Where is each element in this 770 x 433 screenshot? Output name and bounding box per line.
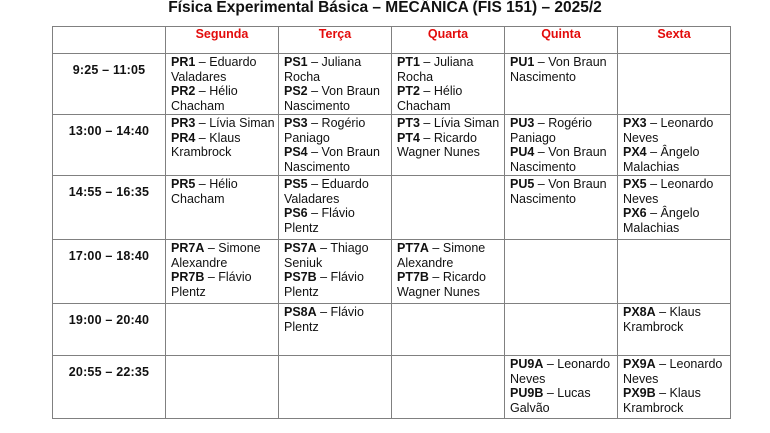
corner-cell	[53, 27, 166, 54]
schedule-row	[53, 240, 731, 304]
schedule-entry	[284, 145, 388, 174]
schedule-cell	[279, 356, 392, 419]
schedule-cell	[166, 54, 279, 115]
schedule-row	[53, 176, 731, 240]
course-code: PU9B	[510, 386, 544, 400]
schedule-entry	[171, 177, 275, 206]
schedule-entry	[397, 131, 501, 160]
schedule-cell	[166, 240, 279, 304]
schedule-table-header	[53, 27, 731, 54]
schedule-cell	[392, 304, 505, 356]
course-code: PR5	[171, 177, 196, 191]
schedule-entry	[510, 145, 614, 174]
course-code: PR3	[171, 116, 196, 130]
schedule-cell	[279, 240, 392, 304]
schedule-entry	[397, 116, 501, 131]
schedule-entry	[284, 177, 388, 206]
schedule-cell	[166, 304, 279, 356]
course-code: PR7B	[171, 270, 205, 284]
instructor-name: – Rogério Paniago	[510, 116, 593, 145]
instructor-name: – Hélio Chacham	[397, 84, 463, 113]
schedule-cell	[618, 176, 731, 240]
schedule-entry	[510, 357, 614, 386]
schedule-entry	[284, 116, 388, 145]
instructor-name: – Hélio Chacham	[171, 177, 238, 206]
schedule-entry	[623, 386, 727, 415]
instructor-name: – Lívia Siman	[419, 116, 500, 130]
instructor-name: – Leonardo Neves	[623, 357, 723, 386]
course-code: PX8A	[623, 305, 656, 319]
course-code: PU4	[510, 145, 535, 159]
schedule-entry	[510, 177, 614, 206]
schedule-cell	[392, 115, 505, 176]
course-code: PS1	[284, 55, 308, 69]
instructor-name: – Von Braun Nascimento	[284, 84, 380, 113]
instructor-name: – Juliana Rocha	[284, 55, 362, 84]
course-code: PS8A	[284, 305, 317, 319]
schedule-cell	[279, 304, 392, 356]
schedule-cell	[505, 176, 618, 240]
schedule-entry	[171, 116, 275, 131]
course-code: PR7A	[171, 241, 205, 255]
schedule-cell	[166, 115, 279, 176]
schedule-cell	[618, 54, 731, 115]
schedule-cell	[392, 356, 505, 419]
course-code: PS7B	[284, 270, 317, 284]
instructor-name: – Eduardo Valadares	[171, 55, 257, 84]
schedule-entry	[510, 386, 614, 415]
instructor-name: – Hélio Chacham	[171, 84, 238, 113]
schedule-cell	[166, 356, 279, 419]
schedule-cell	[392, 54, 505, 115]
schedule-entry	[284, 241, 388, 270]
course-code: PS2	[284, 84, 308, 98]
course-code: PS4	[284, 145, 308, 159]
course-code: PX3	[623, 116, 647, 130]
course-code: PT7B	[397, 270, 429, 284]
schedule-entry	[397, 55, 501, 84]
instructor-name: – Von Braun Nascimento	[510, 55, 607, 84]
course-code: PR2	[171, 84, 196, 98]
instructor-name: – Lívia Siman	[195, 116, 275, 130]
course-code: PS7A	[284, 241, 317, 255]
schedule-cell	[618, 356, 731, 419]
schedule-entry	[623, 305, 727, 334]
course-code: PR4	[171, 130, 196, 145]
day-header-quarta: Quarta	[392, 27, 505, 54]
schedule-cell	[505, 240, 618, 304]
schedule-row	[53, 356, 731, 419]
instructor-name: – Flávio Plentz	[284, 305, 364, 334]
instructor-name: – Thiago Seniuk	[284, 241, 369, 270]
schedule-row	[53, 54, 731, 115]
instructor-name: – Klaus Krambrock	[623, 305, 701, 334]
schedule-cell	[505, 304, 618, 356]
schedule-cell	[166, 176, 279, 240]
schedule-row	[53, 115, 731, 176]
instructor-name: – Eduardo Valadares	[284, 177, 369, 206]
schedule-entry	[284, 305, 388, 334]
schedule-cell	[392, 240, 505, 304]
header-row	[53, 27, 731, 54]
course-code: PS3	[284, 116, 308, 130]
course-code: PT4	[397, 130, 420, 145]
schedule-entry	[171, 241, 275, 270]
course-code: PS6	[284, 206, 308, 220]
schedule-entry	[623, 145, 727, 174]
instructor-name: – Rogério Paniago	[284, 116, 366, 145]
schedule-entry	[284, 55, 388, 84]
course-code: PT1	[397, 55, 420, 69]
course-code: PX9B	[623, 386, 656, 400]
instructor-name: – Lucas Galvão	[510, 386, 591, 415]
instructor-name: – Ângelo Malachias	[623, 206, 700, 235]
schedule-row	[53, 304, 731, 356]
course-code: PU3	[510, 116, 535, 130]
schedule-table	[52, 26, 731, 419]
schedule-entry	[623, 206, 727, 235]
instructor-name: – Flávio Plentz	[171, 270, 252, 299]
schedule-cell	[505, 54, 618, 115]
instructor-name: – Leonardo Neves	[623, 177, 714, 206]
course-code: PU5	[510, 177, 535, 191]
course-code: PX5	[623, 177, 647, 191]
time-slot: 17:00 – 18:40	[53, 240, 166, 304]
instructor-name: – Leonardo Neves	[623, 116, 714, 145]
schedule-entry	[623, 357, 727, 386]
schedule-cell	[279, 176, 392, 240]
instructor-name: – Simone Alexandre	[397, 241, 486, 270]
instructor-name: – Simone Alexandre	[171, 241, 261, 270]
day-header-quinta: Quinta	[505, 27, 618, 54]
instructor-name: – Leonardo Neves	[510, 357, 611, 386]
instructor-name: – Ricardo Wagner Nunes	[397, 270, 486, 299]
time-slot: 13:00 – 14:40	[53, 115, 166, 176]
day-header-terça: Terça	[279, 27, 392, 54]
course-code: PX6	[623, 206, 647, 220]
course-code: PT7A	[397, 241, 429, 255]
schedule-cell	[505, 115, 618, 176]
course-code: PR1	[171, 55, 196, 69]
schedule-entry	[171, 131, 275, 160]
instructor-name: – Ângelo Malachias	[623, 145, 700, 174]
instructor-name: – Von Braun Nascimento	[284, 145, 380, 174]
schedule-entry	[397, 84, 501, 113]
course-code: PT2	[397, 84, 420, 98]
time-slot: 9:25 – 11:05	[53, 54, 166, 115]
instructor-name: – Flávio Plentz	[284, 206, 355, 235]
schedule-entry	[510, 55, 614, 84]
schedule-entry	[623, 116, 727, 145]
instructor-name: – Von Braun Nascimento	[510, 145, 607, 174]
schedule-cell	[618, 115, 731, 176]
schedule-entry	[397, 241, 501, 270]
schedule-cell	[505, 356, 618, 419]
schedule-entry	[171, 55, 275, 84]
instructor-name: – Von Braun Nascimento	[510, 177, 607, 206]
schedule-cell	[392, 176, 505, 240]
instructor-name: – Klaus Krambrock	[623, 386, 701, 415]
instructor-name: – Flávio Plentz	[284, 270, 364, 299]
schedule-cell	[618, 240, 731, 304]
schedule-cell	[618, 304, 731, 356]
course-code: PX4	[623, 145, 647, 159]
schedule-entry	[284, 270, 388, 299]
schedule-entry	[171, 270, 275, 299]
day-header-sexta: Sexta	[618, 27, 731, 54]
page-title: Física Experimental Básica – MECÂNICA (FIS 151) – 2025/2	[168, 0, 602, 16]
schedule-entry	[397, 270, 501, 299]
course-code: PX9A	[623, 357, 656, 371]
instructor-name: – Ricardo Wagner Nunes	[397, 130, 480, 159]
time-slot: 20:55 – 22:35	[53, 356, 166, 419]
time-slot: 14:55 – 16:35	[53, 176, 166, 240]
day-header-segunda: Segunda	[166, 27, 279, 54]
course-code: PS5	[284, 177, 308, 191]
course-code: PU9A	[510, 357, 544, 371]
schedule-cell	[279, 115, 392, 176]
schedule-entry	[284, 206, 388, 235]
time-slot: 19:00 – 20:40	[53, 304, 166, 356]
schedule-cell	[279, 54, 392, 115]
schedule-entry	[510, 116, 614, 145]
course-code: PU1	[510, 55, 535, 69]
instructor-name: – Juliana Rocha	[397, 55, 474, 84]
instructor-name: – Klaus Krambrock	[171, 130, 241, 159]
schedule-entry	[623, 177, 727, 206]
course-code: PT3	[397, 116, 420, 130]
schedule-entry	[284, 84, 388, 113]
schedule-entry	[171, 84, 275, 113]
schedule-table-body	[53, 54, 731, 419]
